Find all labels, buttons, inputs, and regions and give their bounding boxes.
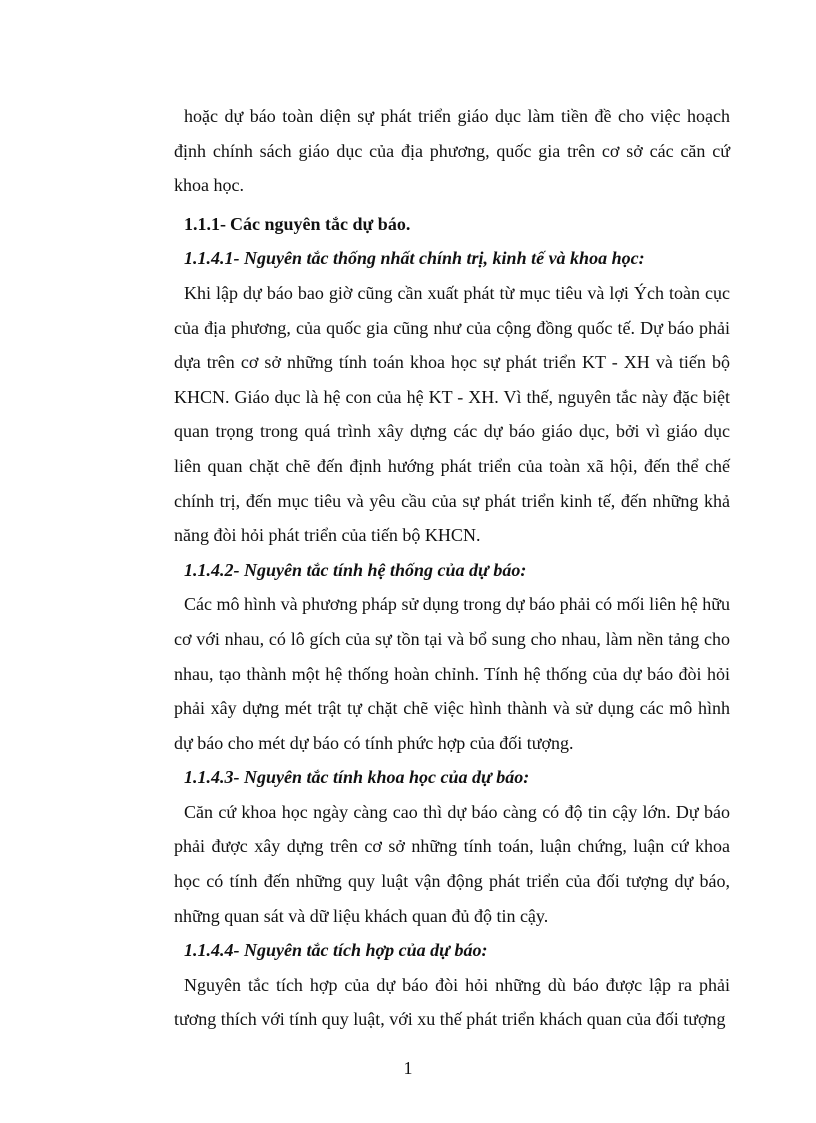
paragraph-subsection-2: Các mô hình và phương pháp sử dụng trong dự báo phải có mối liên hệ hữu cơ với nhau, có lô gích của sự tồn tại và bổ sung cho nhau, làm nền tảng cho nhau, tạo thành một hệ thống hoàn chỉnh. Tính hệ thống của dự báo đòi hỏi phải xây dựng mét trật tự chặt chẽ việc hình thành và sử dụng các mô hình dự báo cho mét dự báo có tính phức hợp của đối tượng. — [174, 594, 730, 753]
section-heading — [174, 207, 730, 242]
subsection-heading-3: 1.1.4.3- Nguyên tắc tính khoa học của dự báo: — [184, 767, 530, 788]
page-number: 1 — [403, 1058, 413, 1078]
paragraph-intro: hoặc dự báo toàn diện sự phát triển giáo dục làm tiền đề cho việc hoạch định chính sách giáo dục của địa phương, quốc gia trên cơ sở các căn cứ khoa học. — [174, 106, 730, 196]
subsection-heading-1: 1.1.4.1- Nguyên tắc thống nhất chính trị, kinh tế và khoa học: — [184, 248, 645, 269]
paragraph-subsection-3: Căn cứ khoa học ngày càng cao thì dự báo càng có độ tin cậy lớn. Dự báo phải được xây dựng trên cơ sở những tính toán, luận chứng, luận cứ khoa học có tính đến những quy luật vận động phát triển của đối tượng dự báo, những quan sát và dữ liệu khách quan đủ độ tin cậy. — [174, 801, 730, 926]
page-body — [174, 99, 730, 1037]
section-number: 1.1.1- — [184, 213, 226, 234]
subsection-heading-2: 1.1.4.2- Nguyên tắc tính hệ thống của dự báo: — [184, 559, 527, 580]
section-title: Các nguyên tắc dự báo. — [230, 213, 411, 234]
subsection-heading-4: 1.1.4.4- Nguyên tắc tích hợp của dự báo: — [184, 940, 488, 961]
paragraph-subsection-4: Nguyên tắc tích hợp của dự báo đòi hỏi những dù báo được lập ra phải tương thích với tính quy luật, với xu thế phát triển khách quan của đối tượng — [174, 974, 730, 1030]
paragraph-subsection-1: Khi lập dự báo bao giờ cũng cần xuất phát từ mục tiêu và lợi Ých toàn cục của địa phương, của quốc gia cũng như của cộng đồng quốc tế. Dự báo phải dựa trên cơ sở những tính toán khoa học sự phát triển KT - XH và tiến bộ KHCN. Giáo dục là hệ con của hệ KT - XH. Vì thế, nguyên tắc này đặc biệt quan trọng trong quá trình xây dựng các dự báo giáo dục, bởi vì giáo dục liên quan chặt chẽ đến định hướng phát triển của toàn xã hội, đến thể chế chính trị, đến mục tiêu và yêu cầu của sự phát triển kinh tế, đến những khả năng đòi hỏi phát triển của tiến bộ KHCN. — [174, 282, 730, 546]
